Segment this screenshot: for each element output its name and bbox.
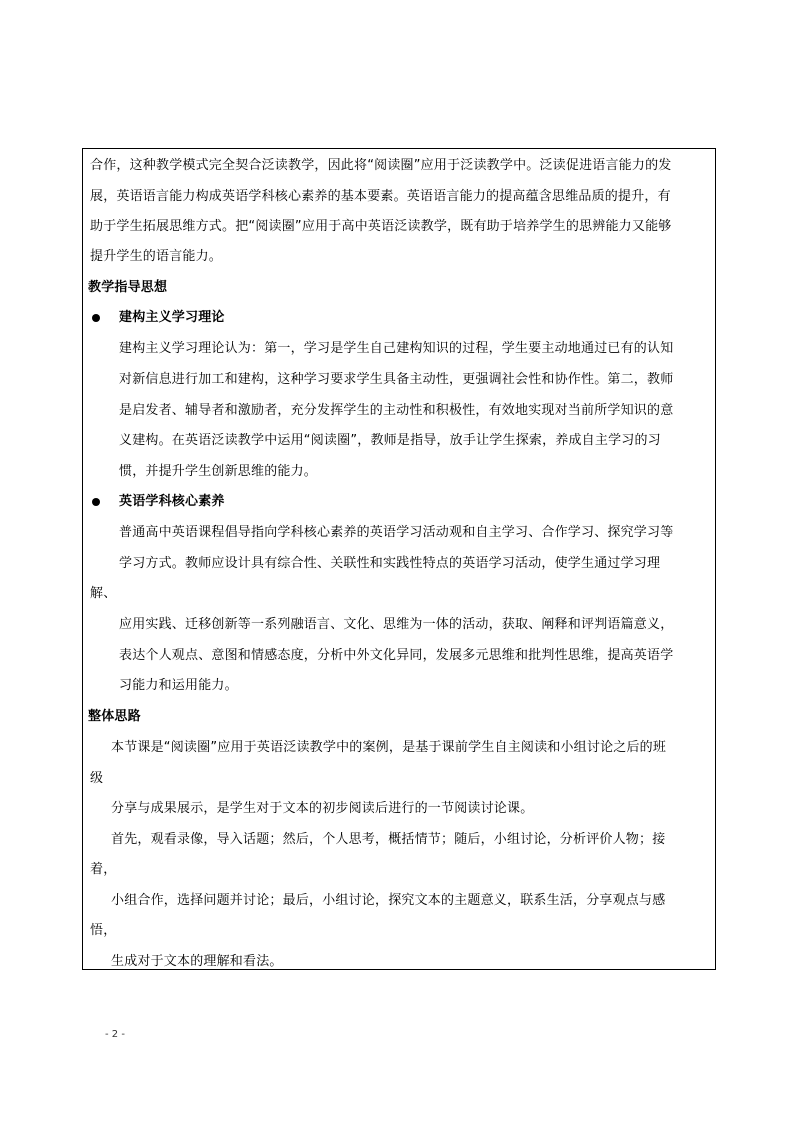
bullet-title-constructivism: 建构主义学习理论 — [119, 310, 225, 325]
constructivism-line-2: 对新信息进行加工和建构，这种学习要求学生具备主动性，更强调社会性和协作性。第二，教师 — [119, 372, 674, 387]
bullet-icon — [92, 498, 100, 506]
core-literacy-line-4: 应用实践、迁移创新等一系列融语言、文化、思维为一体的活动，获取、阐释和评判语篇意义， — [119, 617, 674, 632]
core-literacy-line-5: 表达个人观点、意图和情感态度，分析中外文化异同，发展多元思维和批判性思维，提高英语学 — [119, 648, 674, 663]
overall-line-2: 级 — [90, 771, 104, 786]
constructivism-line-3: 是启发者、辅导者和激励者，充分发挥学生的主动性和积极性，有效地实现对当前所学知识的意 — [119, 403, 674, 418]
overall-heading: 整体思路 — [88, 709, 141, 724]
constructivism-line-1: 建构主义学习理论认为：第一，学习是学生自己建构知识的过程，学生要主动地通过已有的认知 — [119, 341, 674, 356]
bullet-icon — [92, 314, 100, 322]
overall-line-7: 悟， — [90, 923, 117, 938]
overall-line-8: 生成对于文本的理解和看法。 — [111, 954, 283, 969]
overall-line-6: 小组合作，选择问题并讨论；最后，小组讨论，探究文本的主题意义，联系生活，分享观点与感 — [111, 893, 666, 908]
bullet-title-core-literacy: 英语学科核心素养 — [119, 494, 225, 509]
guiding-heading: 教学指导思想 — [88, 280, 168, 295]
intro-line-4: 提升学生的语言能力。 — [90, 249, 223, 264]
core-literacy-line-1: 普通高中英语课程倡导指向学科核心素养的英语学习活动观和自主学习、合作学习、探究学习等 — [119, 525, 674, 540]
overall-line-1: 本节课是“阅读圈”应用于英语泛读教学中的案例，是基于课前学生自主阅读和小组讨论之后的班 — [111, 740, 667, 755]
core-literacy-line-6: 习能力和运用能力。 — [119, 678, 238, 693]
overall-line-3: 分享与成果展示，是学生对于文本的初步阅读后进行的一节阅读讨论课。 — [111, 801, 534, 816]
core-literacy-line-3: 解、 — [90, 586, 117, 601]
page-number: - 2 - — [105, 1029, 125, 1040]
overall-line-5: 着， — [90, 862, 117, 877]
core-literacy-line-2: 学习方式。教师应设计具有综合性、关联性和实践性特点的英语学习活动，使学生通过学习理 — [119, 556, 661, 571]
intro-line-3: 助于学生拓展思维方式。把“阅读圈”应用于高中英语泛读教学，既有助于培养学生的思辨能力又能够 — [90, 219, 672, 234]
constructivism-line-4: 义建构。在英语泛读教学中运用“阅读圈”，教师是指导，放手让学生探索，养成自主学习的习 — [119, 433, 661, 448]
overall-line-4: 首先，观看录像，导入话题；然后，个人思考，概括情节；随后，小组讨论，分析评价人物；接 — [111, 832, 666, 847]
intro-line-2: 展，英语语言能力构成英语学科核心素养的基本要素。英语语言能力的提高蕴含思维品质的提升，有 — [90, 189, 671, 204]
intro-line-1: 合作，这种教学模式完全契合泛读教学，因此将“阅读圈”应用于泛读教学中。泛读促进语言能力的发 — [90, 158, 672, 173]
constructivism-line-5: 惯，并提升学生创新思维的能力。 — [119, 464, 318, 479]
